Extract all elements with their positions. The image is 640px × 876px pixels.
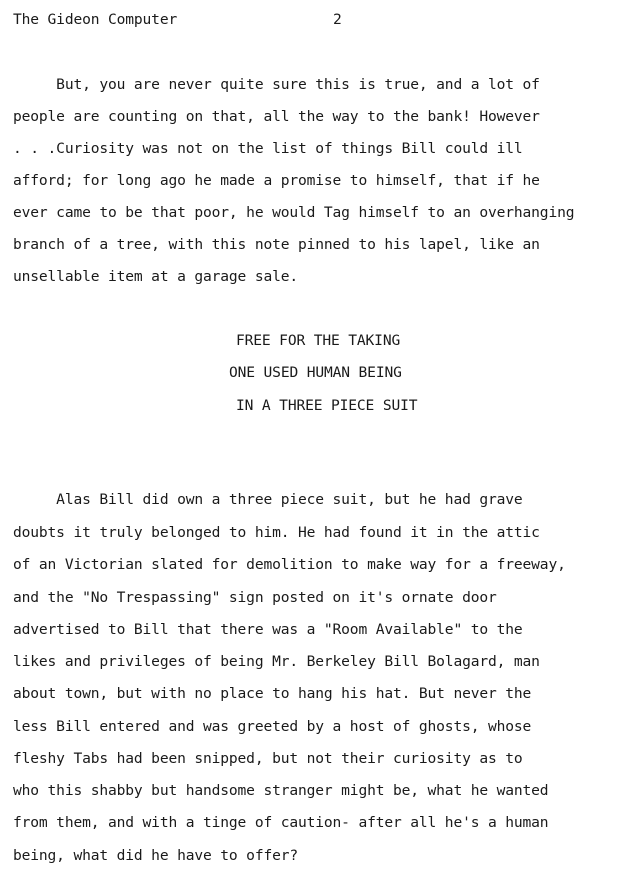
text-line: afford; for long ago he made a promise to himself, that if he [13,172,540,189]
text-line: and the "No Trespassing" sign posted on it's ornate door [13,589,497,606]
text-line: unsellable item at a garage sale. [13,268,298,285]
text-line: But, you are never quite sure this is true, and a lot of [13,76,540,93]
note-line: FREE FOR THE TAKING [236,332,401,349]
note-line: ONE USED HUMAN BEING [229,364,402,381]
text-line: from them, and with a tinge of caution- after all he's a human [13,814,549,831]
text-line: ever came to be that poor, he would Tag himself to an overhanging [13,204,575,221]
text-line: branch of a tree, with this note pinned to his lapel, like an [13,236,540,253]
text-line: doubts it truly belonged to him. He had found it in the attic [13,524,540,541]
note-line: IN A THREE PIECE SUIT [236,397,418,414]
text-line: Alas Bill did own a three piece suit, but he had grave [13,491,523,508]
text-line: advertised to Bill that there was a "Room Available" to the [13,621,523,638]
text-line: likes and privileges of being Mr. Berkeley Bill Bolagard, man [13,653,540,670]
text-line: of an Victorian slated for demolition to make way for a freeway, [13,556,566,573]
text-line: less Bill entered and was greeted by a host of ghosts, whose [13,718,532,735]
page-number: 2 [333,11,342,28]
text-line: fleshy Tabs had been snipped, but not their curiosity as to [13,750,523,767]
text-line: being, what did he have to offer? [13,847,298,864]
text-line: who this shabby but handsome stranger might be, what he wanted [13,782,549,799]
text-line: people are counting on that, all the way to the bank! However [13,108,540,125]
text-line: . . .Curiosity was not on the list of things Bill could ill [13,140,523,157]
text-line: about town, but with no place to hang his hat. But never the [13,685,532,702]
header-title: The Gideon Computer [13,11,178,28]
